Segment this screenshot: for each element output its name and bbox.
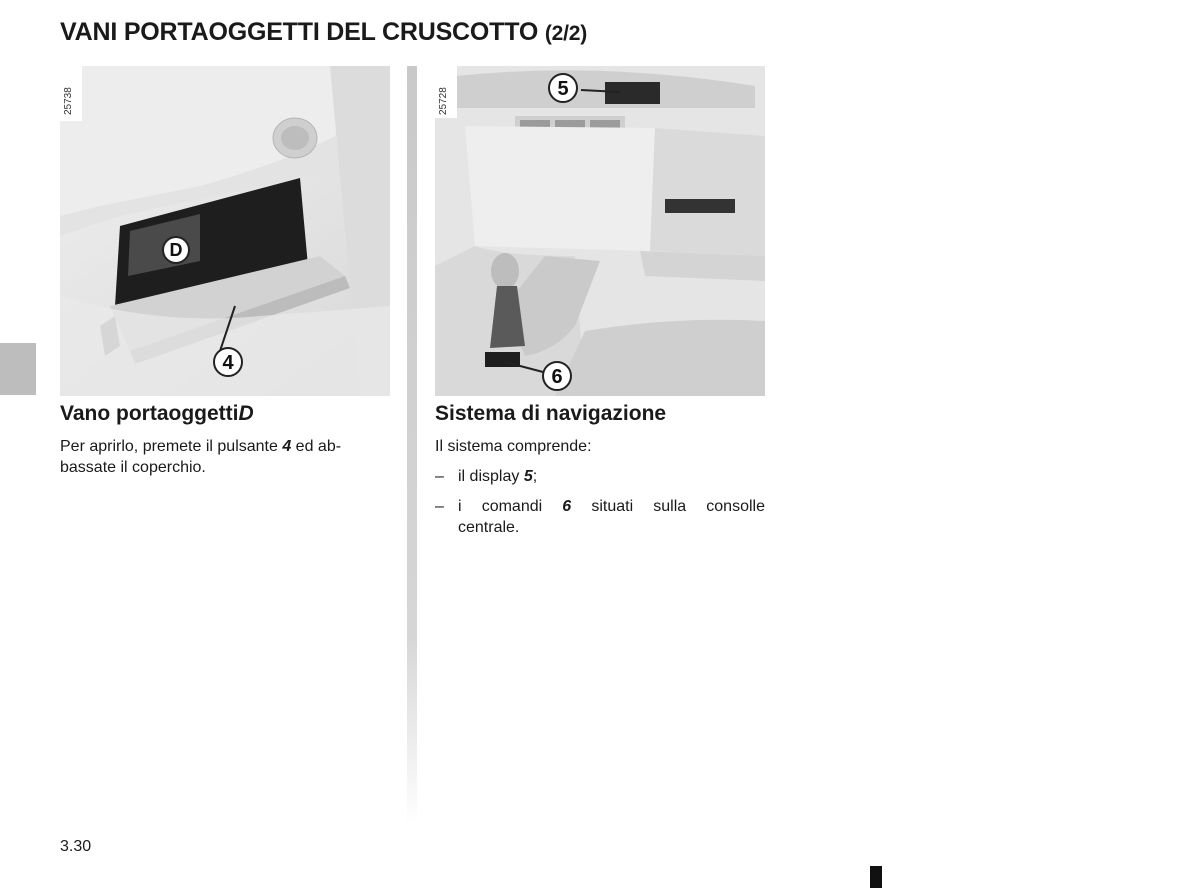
glovebox-description (60, 436, 392, 478)
list-item2-word-situati: situati (591, 498, 634, 515)
navigation-photo (435, 66, 765, 396)
navigation-list-item (435, 466, 765, 487)
callout-5-label: 5 (557, 78, 569, 100)
list-item1-ref: 5 (523, 468, 533, 485)
image-ref-code-left: 25738 (63, 87, 74, 115)
page-number: 3.30 (60, 838, 92, 855)
list-item-text (458, 496, 765, 538)
list-item2-line2: centrale. (458, 519, 520, 536)
image-ref-code-right: 25728 (438, 87, 449, 115)
glovebox-desc-part2: ed ab- (291, 438, 342, 455)
list-dash: – (435, 498, 444, 515)
glovebox-heading-ref: D (238, 402, 254, 425)
list-item1-part1: il display (458, 468, 524, 485)
corner-mark (870, 866, 882, 888)
glovebox-photo (60, 66, 390, 396)
navigation-list-item (435, 496, 765, 538)
callout-6-label: 6 (551, 366, 563, 388)
list-item2-word-sulla: sulla (653, 498, 687, 515)
list-item2-line1 (458, 496, 765, 517)
page-title-main: VANI PORTAOGGETTI DEL CRUSCOTTO (60, 18, 539, 46)
column-divider (407, 66, 417, 826)
callout-4-label: 4 (222, 352, 234, 374)
navigation-heading: Sistema di navigazione (435, 402, 667, 425)
chapter-side-tab (0, 343, 36, 395)
navigation-intro: Il sistema comprende: (435, 438, 592, 455)
glovebox-heading-text: Vano portaoggetti (60, 402, 239, 425)
list-item2-word-comandi: comandi (481, 498, 543, 515)
page-title-suffix: (2/2) (544, 22, 588, 45)
callout-d-label: D (169, 240, 183, 260)
glovebox-description-line1 (60, 436, 392, 457)
glovebox-description-line2: bassate il coperchio. (60, 459, 206, 476)
glovebox-heading (60, 402, 254, 426)
list-item1-part2: ; (532, 468, 538, 485)
page-title (60, 18, 587, 47)
list-item2-ref: 6 (562, 498, 572, 515)
list-item2-word-consolle: consolle (706, 498, 765, 515)
glovebox-desc-part1: Per aprirlo, premete il pulsante (60, 438, 283, 455)
list-item2-word-i: i (458, 498, 462, 515)
glovebox-desc-ref: 4 (282, 438, 292, 455)
list-dash: – (435, 468, 444, 485)
list-item-text (458, 466, 537, 487)
